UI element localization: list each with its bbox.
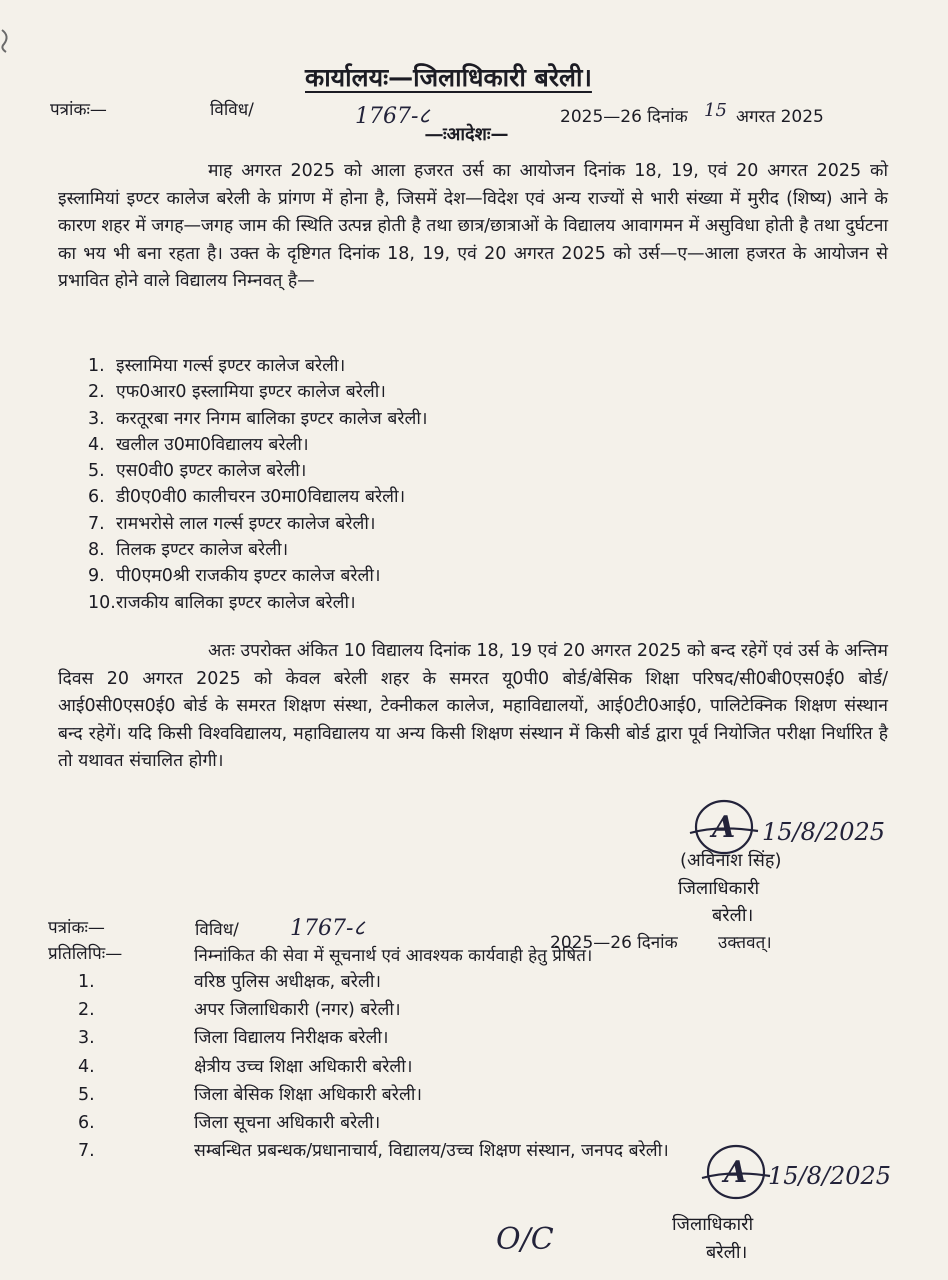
list-item — [88, 406, 648, 432]
copy-ref-label: पत्रांकः— — [48, 918, 105, 938]
list-number: 7. — [88, 513, 105, 534]
list-number: 1. — [78, 972, 95, 992]
recipient-text: जिला विद्यालय निरीक्षक बरेली। — [194, 1028, 389, 1049]
recipient-text: जिला बेसिक शिक्षा अधिकारी बरेली। — [194, 1084, 422, 1105]
signature-1-name: (अविनाश सिंह) — [680, 850, 782, 871]
date-month-year: अगरत 2025 — [736, 107, 824, 127]
order-heading: —ःआदेशः— — [425, 124, 509, 145]
signature-1-designation: जिलाधिकारी — [678, 878, 760, 899]
list-number: 5. — [78, 1084, 95, 1105]
list-number: 8. — [88, 540, 105, 561]
schools-list — [88, 353, 648, 616]
signature-1-initial: A — [712, 810, 736, 845]
recipient-text: वरिष्ठ पुलिस अधीक्षक, बरेली। — [194, 972, 381, 992]
cc-intro: निम्नांकित की सेवा में सूचनार्थ एवं आवश्यक कार्यवाही हेतु प्रेषित। — [194, 946, 593, 966]
list-number: 6. — [78, 1113, 95, 1134]
list-item — [88, 379, 648, 405]
list-item — [78, 1053, 878, 1081]
list-item — [88, 590, 648, 616]
date-line: 2025—26 दिनांक — [560, 107, 688, 127]
school-name: एफ0आर0 इस्लामिया इण्टर कालेज बरेली। — [116, 382, 386, 403]
list-item — [78, 968, 878, 996]
paragraph-2-text: अतः उपरोक्त अंकित 10 विद्यालय दिनांक 18, 19 एवं 20 अगरत 2025 को बन्द रहेगें एवं उर्स के अन्तिम दिवस 20 अगरत 2025 को केवल बरेली शहर के समरत यू0पी0 बोर्ड/बेसिक शिक्षा परिषद/सी0बी0एस0ई0 बोर्ड/आई0सी0एस0ई0 बोर्ड के समरत शिक्षण संस्था, टेक्नीकल कालेज, महाविद्यालयों, आई0टी0आई0, पालिटेक्निक शिक्षण संस्थान बन्द रहेगें। यदि किसी विश्वविद्यालय, महाविद्यालय या अन्य किसी शिक्षण संस्थान में किसी बोर्ड द्वारा पूर्व नियोजित परीक्षा निर्धारित है तो यथावत संचालित होगी। — [58, 641, 888, 771]
signature-1-place: बरेली। — [712, 905, 754, 926]
list-number: 9. — [88, 566, 105, 587]
footer-handwritten-mark: O/C — [496, 1222, 554, 1257]
list-item — [88, 432, 648, 458]
signature-2-date: 15/8/2025 — [768, 1162, 892, 1190]
list-number: 4. — [88, 434, 105, 455]
list-number: 6. — [88, 487, 105, 508]
paragraph-1-text: माह अगरत 2025 को आला हजरत उर्स का आयोजन दिनांक 18, 19, एवं 20 अगरत 2025 को इस्लामियां इण्टर कालेज बरेली के प्रांगण में होना है, जिसमें देश—विदेश एवं अन्य राज्यों से भारी संख्या में मुरीद (शिष्य) आने के कारण शहर में जगह—जगह जाम की स्थिति उत्पन्न होती है तथा छात्र/छात्राओं के विद्यालय आवागमन में असुविधा होती है तथा दुर्घटना का भय भी बना रहता है। उक्त के दृष्टिगत दिनांक 18, 19, एवं 20 अगरत 2025 को उर्स—ए—आला हजरत के आयोजन से प्रभावित होने वाले विद्यालय निम्नवत् है— — [58, 161, 888, 291]
list-item — [78, 1081, 878, 1109]
ref-number-handwritten: 1767-८ — [355, 104, 430, 129]
ref-misc: विविध/ — [210, 100, 254, 120]
school-name: करतूरबा नगर निगम बालिका इण्टर कालेज बरेली। — [116, 408, 428, 429]
list-number: 3. — [88, 408, 105, 429]
list-item — [78, 1109, 878, 1137]
school-name: एस0वी0 इण्टर कालेज बरेली। — [116, 461, 307, 482]
list-item — [88, 511, 648, 537]
school-name: रामभरोसे लाल गर्ल्स इण्टर कालेज बरेली। — [116, 513, 376, 534]
list-item — [78, 996, 878, 1024]
copy-ref-number-handwritten: 1767-८ — [290, 916, 365, 941]
list-number: 4. — [78, 1056, 95, 1077]
order-paragraph-1 — [58, 158, 888, 296]
signature-2-place: बरेली। — [706, 1242, 748, 1263]
list-number: 2. — [88, 382, 105, 403]
list-number: 7. — [78, 1141, 95, 1162]
signature-2-initial: A — [724, 1155, 748, 1190]
list-item — [88, 563, 648, 589]
list-number: 1. — [88, 356, 105, 376]
cc-label: प्रतिलिपिः— — [48, 944, 123, 964]
list-item — [78, 1024, 878, 1052]
list-item — [88, 458, 648, 484]
page-curl-mark — [0, 0, 18, 60]
list-number: 2. — [78, 1000, 95, 1021]
recipient-text: सम्बन्धित प्रबन्धक/प्रधानाचार्य, विद्यालय/उच्च शिक्षण संस्थान, जनपद बरेली। — [194, 1141, 669, 1162]
list-item — [88, 484, 648, 510]
list-number: 3. — [78, 1028, 95, 1049]
signature-2-designation: जिलाधिकारी — [672, 1214, 754, 1235]
school-name: तिलक इण्टर कालेज बरेली। — [116, 540, 289, 561]
signature-1-date: 15/8/2025 — [762, 818, 886, 846]
recipient-text: क्षेत्रीय उच्च शिक्षा अधिकारी बरेली। — [194, 1056, 413, 1077]
recipient-text: अपर जिलाधिकारी (नगर) बरेली। — [194, 1000, 401, 1021]
date-day-handwritten: 15 — [704, 100, 727, 121]
list-number: 5. — [88, 461, 105, 482]
school-name: इस्लामिया गर्ल्स इण्टर कालेज बरेली। — [116, 356, 346, 376]
recipient-text: जिला सूचना अधिकारी बरेली। — [194, 1113, 381, 1134]
school-name: पी0एम0श्री राजकीय इण्टर कालेज बरेली। — [116, 566, 381, 587]
signature-mark-2 — [700, 1140, 772, 1204]
list-item — [88, 537, 648, 563]
school-name: डी0ए0वी0 कालीचरन उ0मा0विद्यालय बरेली। — [116, 487, 406, 508]
copy-date-line: 2025—26 दिनांक — [550, 933, 678, 953]
copy-ref-misc: विविध/ — [195, 920, 239, 940]
copy-date-value: उक्तवत्। — [718, 933, 772, 953]
order-paragraph-2 — [58, 638, 888, 776]
list-item — [88, 353, 648, 379]
ref-label: पत्रांकः— — [50, 100, 107, 120]
recipients-list — [78, 968, 878, 1165]
school-name: खलील उ0मा0विद्यालय बरेली। — [116, 434, 309, 455]
office-title: कार्यालयः—जिलाधिकारी बरेली। — [305, 63, 592, 92]
list-number: 10. — [88, 592, 116, 613]
school-name: राजकीय बालिका इण्टर कालेज बरेली। — [116, 592, 356, 613]
